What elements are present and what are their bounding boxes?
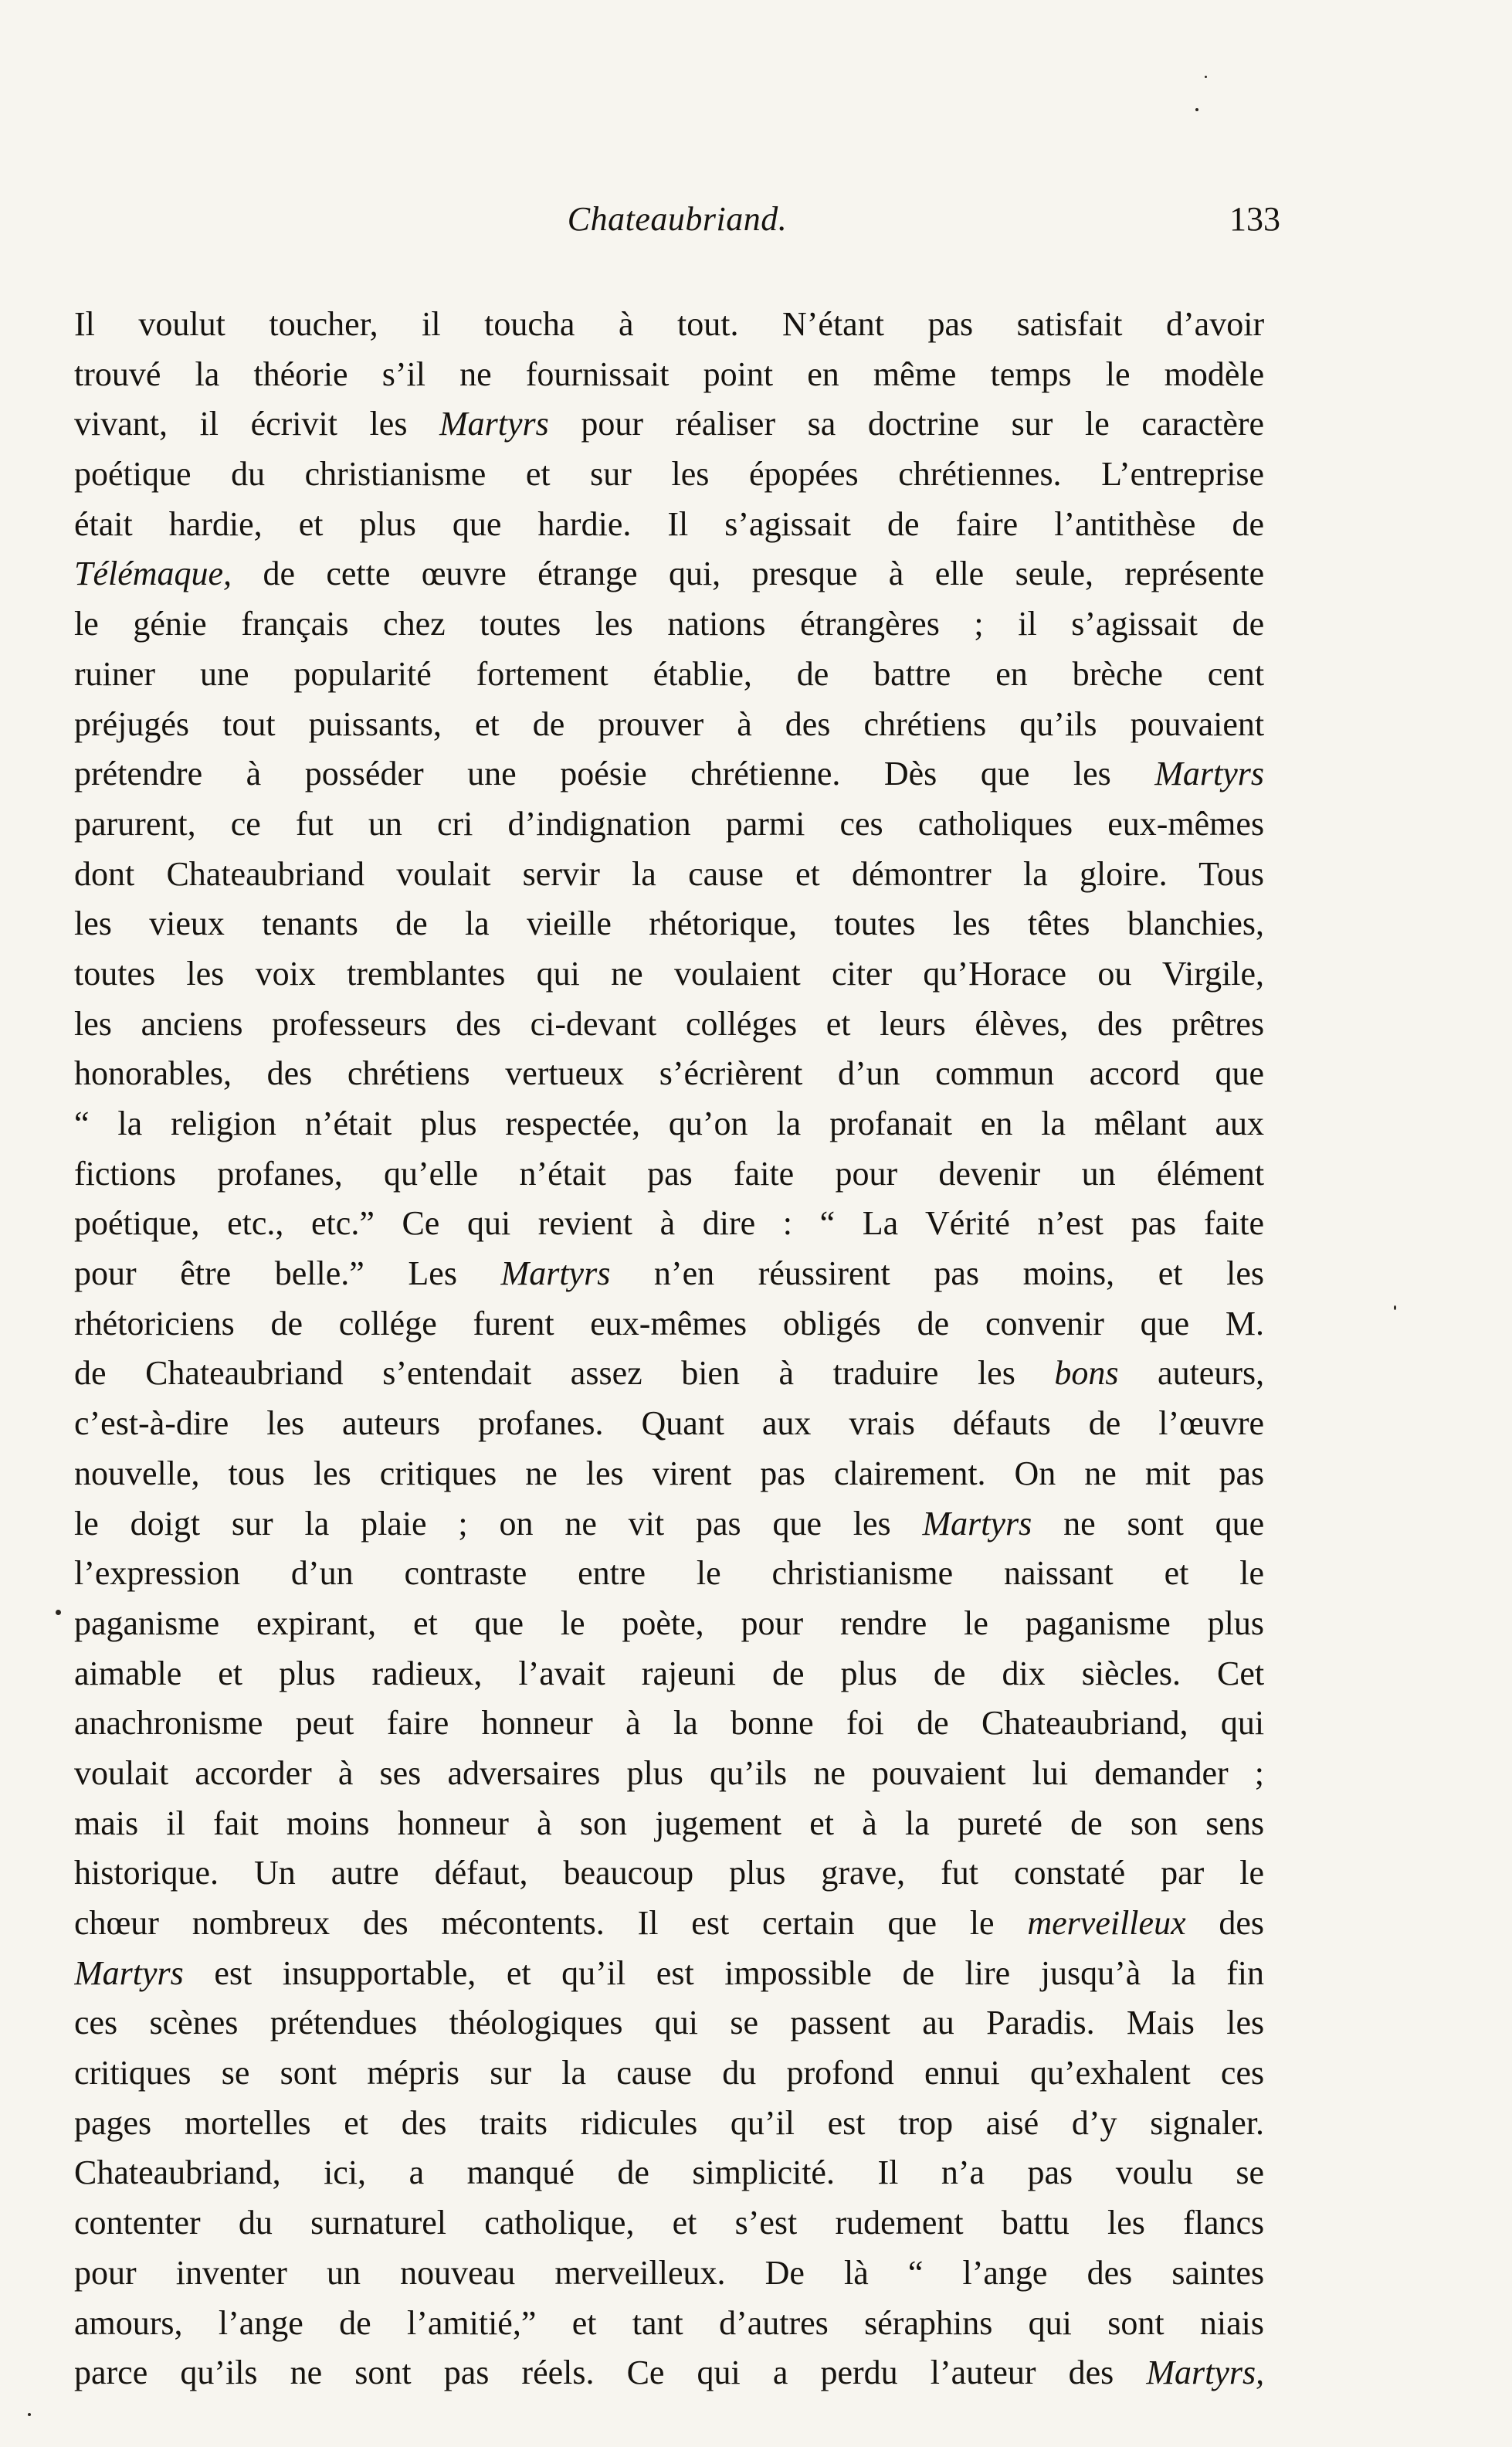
text-line: pages mortelles et des traits ridicules qu’il est trop aisé d’y signaler. [74,2103,1264,2142]
text-line: les anciens professeurs des ci-devant colléges et leurs élèves, des prêtres [74,1004,1264,1043]
text-line: les vieux tenants de la vieille rhétorique, toutes les têtes blanchies, [74,904,1264,943]
text-line: le doigt sur la plaie ; on ne vit pas que les Martyrs ne sont que [74,1504,1264,1543]
text-line: pour inventer un nouveau merveilleux. De là “ l’ange des saintes [74,2253,1264,2292]
text-line: était hardie, et plus que hardie. Il s’agissait de faire l’antithèse de [74,504,1264,543]
text-line: honorables, des chrétiens vertueux s’écrièrent d’un commun accord que [74,1054,1264,1093]
text-line: anachronisme peut faire honneur à la bonne foi de Chateaubriand, qui [74,1704,1264,1743]
text-line: amours, l’ange de l’amitié,” et tant d’autres séraphins qui sont niais [74,2303,1264,2342]
text-line: de Chateaubriand s’entendait assez bien à traduire les bons auteurs, [74,1354,1264,1393]
text-line: contenter du surnaturel catholique, et s’est rudement battu les flancs [74,2204,1264,2242]
text-line: rhétoriciens de collége furent eux-mêmes obligés de convenir que M. [74,1304,1264,1342]
text-line: prétendre à posséder une poésie chrétienne. Dès que les Martyrs [74,755,1264,793]
print-speck [1205,76,1207,78]
text-line: “ la religion n’était plus respectée, qu’on la profanait en la mêlant aux [74,1105,1264,1142]
text-line: parce qu’ils ne sont pas réels. Ce qui a perdu l’auteur des Martyrs, [74,2354,1264,2392]
text-line: chœur nombreux des mécontents. Il est certain que le merveilleux des [74,1904,1264,1942]
text-line: ruiner une popularité fortement établie, de battre en brèche cent [74,654,1264,693]
running-header [74,199,1280,261]
page-number: 133 [1229,200,1280,238]
print-speck [56,1610,61,1615]
running-title: Chateaubriand. [567,200,788,238]
text-line: Il voulut toucher, il toucha à tout. N’étant pas satisfait d’avoir [74,305,1264,343]
text-line: dont Chateaubriand voulait servir la cause et démontrer la gloire. Tous [74,854,1264,893]
text-line: mais il fait moins honneur à son jugement et à la pureté de son sens [74,1804,1264,1842]
text-line: critiques se sont mépris sur la cause du profond ennui qu’exhalent ces [74,2054,1264,2092]
text-line: voulait accorder à ses adversaires plus qu’ils ne pouvaient lui demander ; [74,1753,1264,1792]
print-speck [1195,108,1198,111]
text-line: poétique, etc., etc.” Ce qui revient à dire : “ La Vérité n’est pas faite [74,1204,1264,1243]
text-line: l’expression d’un contraste entre le christianisme naissant et le [74,1554,1264,1593]
text-line: nouvelle, tous les critiques ne les virent pas clairement. On ne mit pas [74,1454,1264,1492]
text-line: préjugés tout puissants, et de prouver à des chrétiens qu’ils pouvaient [74,704,1264,743]
text-line: paganisme expirant, et que le poète, pour rendre le paganisme plus [74,1604,1264,1642]
text-line: ces scènes prétendues théologiques qui se passent au Paradis. Mais les [74,2004,1264,2042]
text-line: Chateaubriand, ici, a manqué de simplicité. Il n’a pas voulu se [74,2153,1264,2192]
text-line: c’est-à-dire les auteurs profanes. Quant aux vrais défauts de l’œuvre [74,1404,1264,1443]
print-speck [28,2413,31,2416]
text-line: Télémaque, de cette œuvre étrange qui, presque à elle seule, représente [74,555,1264,593]
text-line: historique. Un autre défaut, beaucoup plus grave, fut constaté par le [74,1854,1264,1892]
text-line: Martyrs est insupportable, et qu’il est impossible de lire jusqu’à la fin [74,1953,1264,1992]
text-line: toutes les voix tremblantes qui ne voulaient citer qu’Horace ou Virgile, [74,954,1264,993]
text-line: parurent, ce fut un cri d’indignation parmi ces catholiques eux-mêmes [74,804,1264,843]
text-line: vivant, il écrivit les Martyrs pour réaliser sa doctrine sur le caractère [74,405,1264,443]
text-line: fictions profanes, qu’elle n’était pas faite pour devenir un élément [74,1154,1264,1193]
body-text [74,300,1264,2398]
text-line: aimable et plus radieux, l’avait rajeuni de plus de dix siècles. Cet [74,1654,1264,1692]
text-line: trouvé la théorie s’il ne fournissait point en même temps le modèle [74,355,1264,393]
text-line: poétique du christianisme et sur les épopées chrétiennes. L’entreprise [74,455,1264,494]
text-line: le génie français chez toutes les nations étrangères ; il s’agissait de [74,605,1264,643]
print-speck [1394,1305,1396,1310]
text-line: pour être belle.” Les Martyrs n’en réussirent pas moins, et les [74,1254,1264,1293]
